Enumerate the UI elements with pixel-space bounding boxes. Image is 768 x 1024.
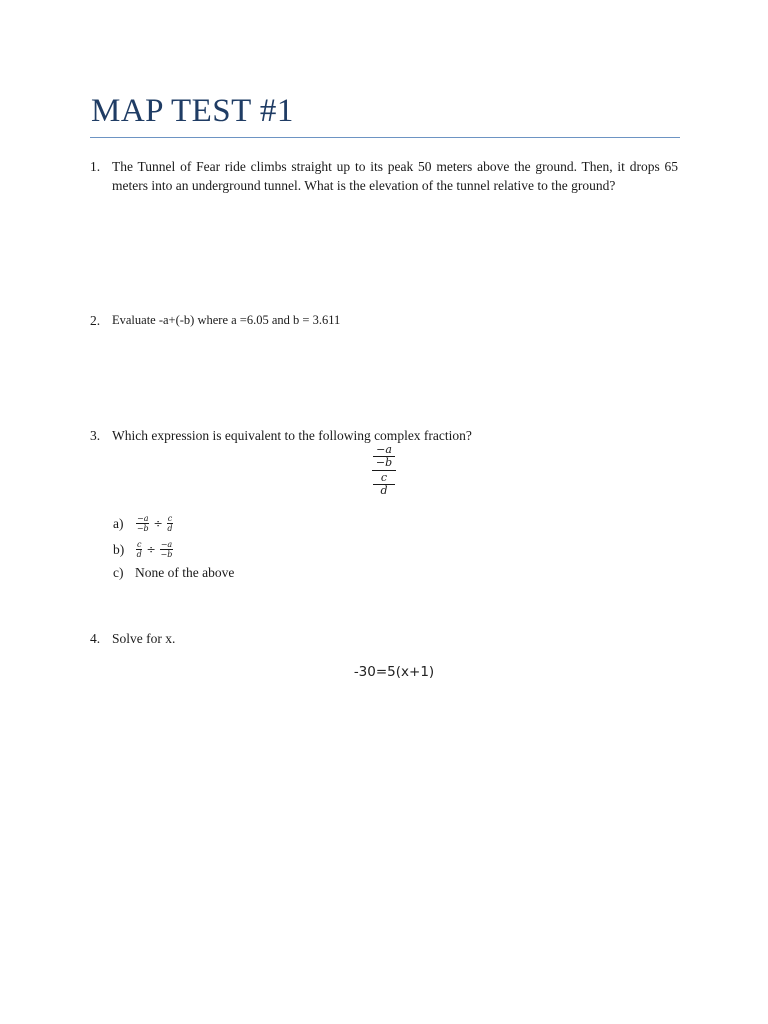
equation: -30=5(x+1) [353, 664, 435, 680]
question-number: 1. [90, 159, 101, 174]
option-label: c) [113, 565, 124, 580]
question-number: 2. [90, 313, 101, 328]
option-fraction [160, 540, 173, 559]
complex-fraction [372, 444, 396, 497]
fraction-numerator: c [137, 540, 142, 549]
option-fraction [167, 514, 173, 533]
question-1 [90, 157, 678, 195]
question-number: 3. [90, 428, 101, 443]
fraction-numerator: −a [160, 540, 173, 549]
title-underline [90, 137, 680, 138]
fraction-denominator: d [136, 550, 142, 559]
option-label: b) [113, 542, 125, 557]
fraction-denominator: −b [136, 524, 149, 533]
page-title: MAP TEST #1 [91, 93, 294, 129]
option-b [113, 540, 174, 559]
question-text: The Tunnel of Fear ride climbs straight up to its peak 50 meters above the ground. Then, it drops 65 meters into an underground tunnel. What is the elevation of the tunnel relative to the ground? [112, 159, 678, 193]
option-text: None of the above [135, 565, 235, 580]
complex-fraction-bottom-denominator: d [380, 484, 388, 497]
division-sign: ÷ [146, 543, 156, 556]
option-fraction [136, 514, 149, 533]
fraction-denominator: −b [160, 550, 173, 559]
option-fraction [136, 540, 142, 559]
option-a [113, 514, 174, 533]
fraction-numerator: −a [137, 514, 149, 523]
question-text: Evaluate -a+(-b) where a =6.05 and b = 3.611 [112, 313, 341, 327]
fraction-numerator: c [167, 514, 173, 523]
complex-fraction-top-numerator: −a [376, 443, 392, 456]
question-2 [90, 311, 678, 330]
question-text: Solve for x. [112, 631, 176, 646]
division-sign: ÷ [153, 517, 163, 530]
option-label: a) [113, 516, 124, 531]
complex-fraction-top-denominator: −b [375, 456, 393, 469]
question-text: Which expression is equivalent to the following complex fraction? [112, 428, 472, 443]
question-number: 4. [90, 631, 101, 646]
fraction-denominator: d [167, 524, 173, 533]
complex-fraction-bottom-numerator: c [380, 471, 388, 484]
option-c [113, 563, 234, 582]
question-4 [90, 629, 678, 648]
